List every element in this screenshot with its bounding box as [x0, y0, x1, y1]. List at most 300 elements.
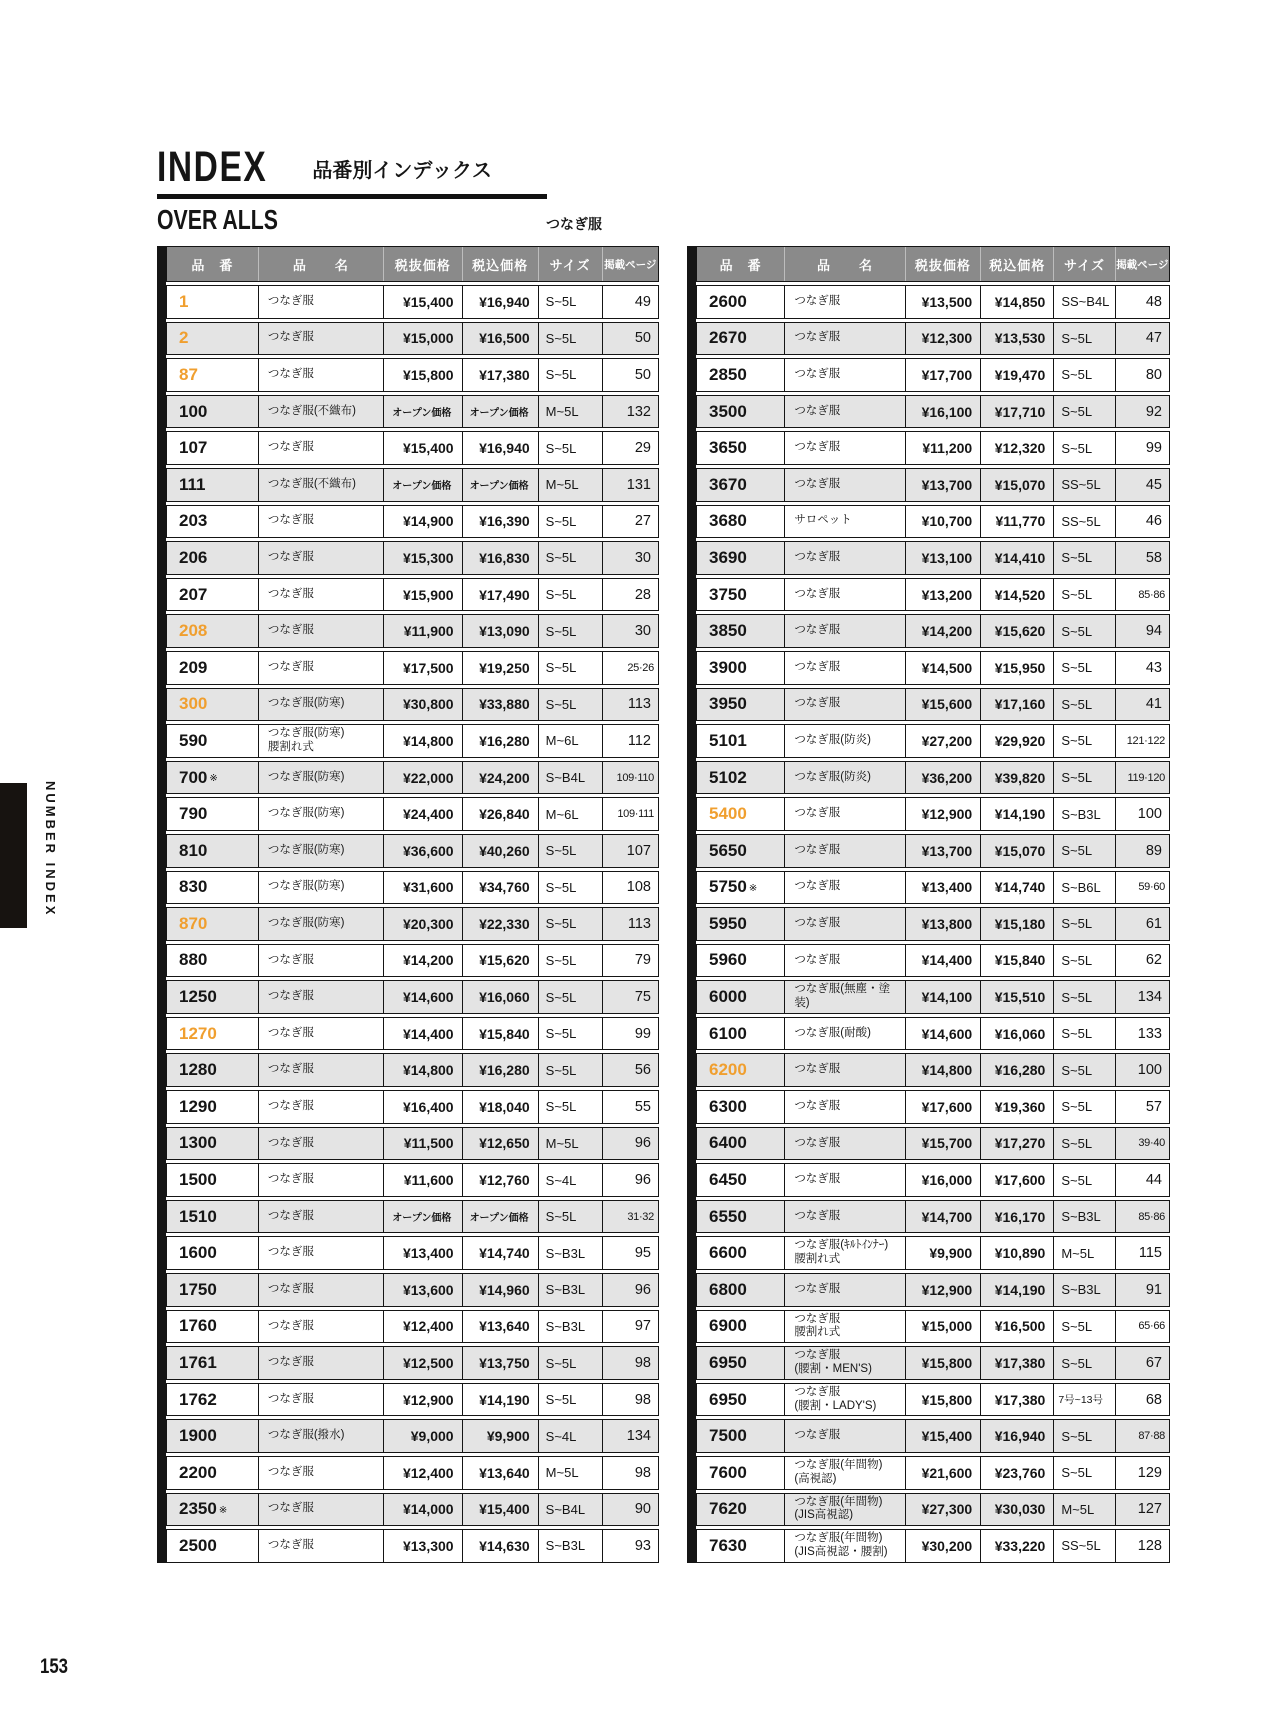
price-excl-tax: ¥16,000 — [905, 1164, 981, 1196]
col-header-product-no: 品 番 — [719, 257, 762, 273]
item-name: つなぎ服(防寒) — [267, 916, 345, 929]
item-number: 1 — [179, 291, 189, 311]
table-header-row — [696, 246, 1170, 282]
page-ref: 87·88 — [1115, 1420, 1169, 1452]
price-incl-tax: ¥16,280 — [462, 725, 538, 757]
price-excl-tax: ¥13,100 — [905, 542, 981, 574]
item-number: 3850 — [709, 621, 747, 641]
price-incl-tax: ¥13,640 — [462, 1311, 538, 1343]
size-range: 7号~13号 — [1053, 1384, 1114, 1416]
price-excl-tax: ¥13,400 — [383, 1237, 462, 1269]
price-excl-tax: ¥11,600 — [383, 1164, 462, 1196]
price-excl-tax: ¥12,900 — [383, 1384, 462, 1416]
price-excl-tax: オープン価格 — [383, 469, 462, 501]
item-name: つなぎ服 — [267, 514, 314, 527]
price-incl-tax: ¥11,770 — [980, 506, 1053, 538]
size-range: S~5L — [538, 323, 602, 355]
size-range: S~5L — [1053, 1018, 1114, 1050]
item-name-cell — [784, 762, 904, 794]
size-range: SS~5L — [1053, 469, 1114, 501]
item-name: つなぎ服(防寒) — [267, 843, 345, 856]
table-row — [166, 395, 659, 429]
price-incl-tax: ¥10,890 — [980, 1237, 1053, 1269]
item-name: つなぎ服 — [794, 1173, 841, 1186]
table-row — [166, 1346, 659, 1380]
price-excl-tax: ¥22,000 — [383, 762, 462, 794]
size-range: S~5L — [538, 945, 602, 977]
page-ref: 96 — [602, 1128, 658, 1160]
price-incl-tax: ¥17,380 — [980, 1384, 1053, 1416]
size-range: SS~5L — [1053, 1530, 1114, 1562]
item-name: つなぎ服(撥水) — [267, 1429, 345, 1442]
page-ref: 128 — [1115, 1530, 1169, 1562]
item-number: 1760 — [179, 1316, 217, 1336]
price-incl-tax: ¥12,320 — [980, 432, 1053, 464]
size-range: S~5L — [538, 908, 602, 940]
item-number-cell — [167, 1237, 258, 1269]
table-row — [166, 1493, 659, 1527]
item-number: 6550 — [709, 1206, 747, 1226]
table-row — [166, 1419, 659, 1453]
item-number-cell — [167, 286, 258, 318]
item-name-cell — [784, 725, 904, 757]
price-excl-tax: ¥12,400 — [383, 1311, 462, 1343]
item-name-cell — [784, 359, 904, 391]
table-row — [696, 797, 1170, 831]
page-ref: 27 — [602, 506, 658, 538]
page-ref: 31·32 — [602, 1201, 658, 1233]
page-ref: 41 — [1115, 689, 1169, 721]
item-number-cell — [167, 1274, 258, 1306]
price-incl-tax: ¥17,710 — [980, 396, 1053, 428]
price-incl-tax: ¥33,880 — [462, 689, 538, 721]
size-range: S~4L — [538, 1420, 602, 1452]
item-number-cell — [167, 835, 258, 867]
page-ref: 97 — [602, 1311, 658, 1343]
item-name: つなぎ服 — [794, 624, 841, 637]
table-row — [696, 614, 1170, 648]
item-name-line2: (腰割・MEN'S) — [794, 1363, 872, 1376]
item-number-cell — [697, 1420, 784, 1452]
table-row — [696, 395, 1170, 429]
page-ref: 55 — [602, 1091, 658, 1123]
table-row — [696, 1310, 1170, 1344]
price-excl-tax: ¥15,000 — [905, 1311, 981, 1343]
item-number: 7500 — [709, 1426, 747, 1446]
item-name-cell — [258, 1530, 383, 1562]
item-number-cell — [167, 396, 258, 428]
table-row — [166, 797, 659, 831]
page-ref: 90 — [602, 1494, 658, 1526]
size-range: S~5L — [538, 652, 602, 684]
item-number: 6800 — [709, 1279, 747, 1299]
page-ref: 113 — [602, 689, 658, 721]
page-ref: 85·86 — [1115, 1201, 1169, 1233]
price-incl-tax: ¥23,760 — [980, 1457, 1053, 1489]
page-ref: 100 — [1115, 798, 1169, 830]
item-number-cell — [167, 1018, 258, 1050]
item-name: つなぎ服 — [794, 368, 841, 381]
price-excl-tax: ¥10,700 — [905, 506, 981, 538]
item-name: つなぎ服 — [794, 1136, 841, 1149]
price-excl-tax: ¥27,300 — [905, 1494, 981, 1526]
item-number-cell — [697, 1494, 784, 1526]
page-ref: 56 — [602, 1054, 658, 1086]
table-row — [166, 944, 659, 978]
price-incl-tax: ¥22,330 — [462, 908, 538, 940]
item-name: つなぎ服 — [267, 1392, 314, 1405]
size-range: S~5L — [538, 1054, 602, 1086]
item-name: つなぎ服 — [267, 1063, 314, 1076]
price-excl-tax: ¥12,900 — [905, 798, 981, 830]
size-range: S~5L — [1053, 1311, 1114, 1343]
page-ref: 107 — [602, 835, 658, 867]
price-incl-tax: ¥13,750 — [462, 1347, 538, 1379]
item-number-cell — [167, 725, 258, 757]
item-name-cell — [784, 396, 904, 428]
page-ref: 96 — [602, 1274, 658, 1306]
item-name: つなぎ服(年間物) — [794, 1532, 883, 1545]
size-range: M~5L — [1053, 1237, 1114, 1269]
item-number: 2 — [179, 328, 189, 348]
table-row — [696, 688, 1170, 722]
item-name-cell — [258, 542, 383, 574]
page-ref: 93 — [602, 1530, 658, 1562]
item-name: つなぎ服 — [794, 916, 841, 929]
table-row — [696, 1017, 1170, 1051]
price-excl-tax: ¥14,200 — [905, 615, 981, 647]
table-row — [166, 1529, 659, 1563]
price-incl-tax: ¥14,740 — [462, 1237, 538, 1269]
price-incl-tax: ¥14,630 — [462, 1530, 538, 1562]
size-range: S~5L — [1053, 1091, 1114, 1123]
table-row — [696, 651, 1170, 685]
price-excl-tax: オープン価格 — [383, 396, 462, 428]
size-range: S~5L — [1053, 945, 1114, 977]
item-number: 203 — [179, 511, 208, 531]
item-name-cell — [258, 506, 383, 538]
price-incl-tax: ¥15,620 — [462, 945, 538, 977]
item-name-cell — [784, 432, 904, 464]
item-number: 3950 — [709, 694, 747, 714]
price-excl-tax: ¥14,400 — [905, 945, 981, 977]
price-incl-tax: オープン価格 — [462, 1201, 538, 1233]
price-excl-tax: ¥17,500 — [383, 652, 462, 684]
item-number: 1500 — [179, 1170, 217, 1190]
item-name-cell — [784, 469, 904, 501]
price-incl-tax: ¥15,840 — [462, 1018, 538, 1050]
item-number-cell — [697, 1201, 784, 1233]
item-number: 2200 — [179, 1462, 217, 1482]
item-number-cell — [167, 1128, 258, 1160]
item-name: つなぎ服 — [267, 368, 314, 381]
item-name-cell — [784, 1420, 904, 1452]
item-number: 1750 — [179, 1279, 217, 1299]
price-excl-tax: ¥15,400 — [383, 432, 462, 464]
table-row — [166, 1053, 659, 1087]
table-row — [696, 541, 1170, 575]
price-incl-tax: ¥13,530 — [980, 323, 1053, 355]
item-name-cell — [784, 945, 904, 977]
price-excl-tax: ¥15,900 — [383, 579, 462, 611]
item-number: 830 — [179, 877, 208, 897]
item-number-cell — [697, 396, 784, 428]
size-range: S~5L — [538, 542, 602, 574]
item-number-cell — [167, 323, 258, 355]
item-number: 1270 — [179, 1023, 217, 1043]
item-number: 107 — [179, 438, 208, 458]
price-excl-tax: ¥36,600 — [383, 835, 462, 867]
size-range: M~6L — [538, 798, 602, 830]
page-ref: 49 — [602, 286, 658, 318]
item-name-cell — [258, 835, 383, 867]
price-excl-tax: ¥12,900 — [905, 1274, 981, 1306]
page-title: INDEX — [157, 143, 268, 191]
item-name: つなぎ服 — [794, 1099, 841, 1112]
size-range: S~B4L — [538, 1494, 602, 1526]
price-incl-tax: ¥15,070 — [980, 469, 1053, 501]
item-number: 6600 — [709, 1243, 747, 1263]
item-number-cell — [167, 1494, 258, 1526]
item-name-cell — [258, 1164, 383, 1196]
price-excl-tax: ¥17,600 — [905, 1091, 981, 1123]
price-incl-tax: ¥14,520 — [980, 579, 1053, 611]
item-number-cell — [167, 1091, 258, 1123]
price-excl-tax: ¥15,000 — [383, 323, 462, 355]
sidebar-black-bar — [0, 783, 27, 928]
size-range: S~B3L — [1053, 798, 1114, 830]
item-name-cell — [258, 1018, 383, 1050]
price-excl-tax: ¥14,600 — [905, 1018, 981, 1050]
page-ref: 50 — [602, 323, 658, 355]
item-name: つなぎ服 — [794, 551, 841, 564]
size-range: S~5L — [538, 1018, 602, 1050]
section-header — [157, 206, 650, 234]
item-name-cell — [784, 908, 904, 940]
item-number: 6950 — [709, 1389, 747, 1409]
price-incl-tax: ¥17,380 — [462, 359, 538, 391]
page-number: 153 — [40, 1655, 69, 1678]
item-name-cell — [784, 835, 904, 867]
page-ref: 94 — [1115, 615, 1169, 647]
price-incl-tax: ¥30,030 — [980, 1494, 1053, 1526]
item-name-cell — [258, 945, 383, 977]
table-row — [166, 578, 659, 612]
table-row — [166, 1273, 659, 1307]
size-range: S~5L — [1053, 652, 1114, 684]
col-header-product-name: 品 名 — [258, 247, 383, 281]
price-incl-tax: ¥15,070 — [980, 835, 1053, 867]
item-number-cell — [167, 469, 258, 501]
item-number-cell — [697, 432, 784, 464]
size-range: SS~B4L — [1053, 286, 1114, 318]
item-number: 3670 — [709, 474, 747, 494]
item-name-cell — [258, 1311, 383, 1343]
item-number: 1600 — [179, 1243, 217, 1263]
page-ref: 98 — [602, 1347, 658, 1379]
size-range: M~5L — [538, 469, 602, 501]
item-number-cell — [697, 1457, 784, 1489]
table-row — [166, 907, 659, 941]
item-number-cell — [697, 506, 784, 538]
item-name-cell — [784, 615, 904, 647]
item-name-cell — [784, 579, 904, 611]
size-range: M~5L — [1053, 1494, 1114, 1526]
price-excl-tax: ¥14,800 — [383, 1054, 462, 1086]
item-number-cell — [697, 1164, 784, 1196]
size-range: S~B3L — [1053, 1201, 1114, 1233]
item-number-cell — [697, 1384, 784, 1416]
item-number: 1290 — [179, 1096, 217, 1116]
price-excl-tax: ¥16,400 — [383, 1091, 462, 1123]
sidebar-label: NUMBER INDEX — [43, 781, 58, 918]
item-number: 810 — [179, 840, 208, 860]
item-number: 6950 — [709, 1353, 747, 1373]
size-range: S~5L — [538, 1384, 602, 1416]
page-ref: 44 — [1115, 1164, 1169, 1196]
table-row — [166, 1090, 659, 1124]
page-ref: 119·120 — [1115, 762, 1169, 794]
item-number-cell — [697, 1347, 784, 1379]
item-name: つなぎ服 — [267, 331, 314, 344]
price-excl-tax: ¥31,600 — [383, 872, 462, 904]
item-name-cell — [784, 1164, 904, 1196]
size-range: S~5L — [538, 615, 602, 647]
item-number-cell — [167, 579, 258, 611]
price-excl-tax: ¥9,000 — [383, 1420, 462, 1452]
size-range: S~5L — [1053, 542, 1114, 574]
size-range: S~5L — [1053, 323, 1114, 355]
item-name-cell — [784, 1494, 904, 1526]
item-number-cell — [167, 1347, 258, 1379]
item-name: つなぎ服 — [267, 660, 314, 673]
item-number: 2850 — [709, 364, 747, 384]
item-number: 208 — [179, 621, 208, 641]
item-name: つなぎ服(防寒) — [267, 770, 345, 783]
item-name: つなぎ服(防炎) — [794, 770, 871, 783]
item-name-cell — [784, 1530, 904, 1562]
price-excl-tax: ¥13,200 — [905, 579, 981, 611]
price-excl-tax: ¥13,800 — [905, 908, 981, 940]
item-name-cell — [784, 1128, 904, 1160]
page-ref: 68 — [1115, 1384, 1169, 1416]
item-number: 3680 — [709, 511, 747, 531]
price-excl-tax: ¥17,700 — [905, 359, 981, 391]
price-excl-tax: ¥14,500 — [905, 652, 981, 684]
col-header-page: 掲載ページ — [602, 247, 658, 281]
item-name: つなぎ服(防寒) — [267, 727, 345, 740]
item-number: 7620 — [709, 1499, 747, 1519]
item-number-cell — [697, 1091, 784, 1123]
item-name: つなぎ服 — [267, 294, 314, 307]
item-name-cell — [784, 1274, 904, 1306]
price-incl-tax: ¥14,190 — [980, 1274, 1053, 1306]
price-excl-tax: ¥14,700 — [905, 1201, 981, 1233]
item-name: つなぎ服 — [267, 990, 314, 1003]
item-name: つなぎ服 — [267, 441, 314, 454]
price-incl-tax: ¥16,060 — [980, 1018, 1053, 1050]
item-name: つなぎ服 — [267, 1465, 314, 1478]
page-ref: 134 — [602, 1420, 658, 1452]
item-number-cell — [167, 432, 258, 464]
item-number-cell — [167, 1311, 258, 1343]
item-number-cell — [697, 542, 784, 574]
item-number: 5650 — [709, 840, 747, 860]
item-name: つなぎ服(年間物) — [794, 1495, 883, 1508]
table-row — [166, 1236, 659, 1270]
page-ref: 127 — [1115, 1494, 1169, 1526]
item-number-cell — [167, 981, 258, 1013]
item-number: 5101 — [709, 730, 747, 750]
item-number-cell — [697, 652, 784, 684]
price-incl-tax: ¥16,170 — [980, 1201, 1053, 1233]
item-name-cell — [258, 762, 383, 794]
price-incl-tax: ¥18,040 — [462, 1091, 538, 1123]
price-excl-tax: ¥11,900 — [383, 615, 462, 647]
item-number-mark: ※ — [209, 773, 218, 785]
table-row — [166, 614, 659, 648]
price-excl-tax: ¥15,800 — [905, 1347, 981, 1379]
item-name: サロペット — [794, 514, 852, 527]
item-name-cell — [258, 1420, 383, 1452]
price-excl-tax: ¥15,400 — [905, 1420, 981, 1452]
item-name: つなぎ服 — [794, 807, 841, 820]
page-subtitle: 品番別インデックス — [312, 160, 492, 182]
size-range: S~5L — [538, 286, 602, 318]
item-name: つなぎ服 — [267, 624, 314, 637]
item-name: つなぎ服 — [267, 1356, 314, 1369]
price-excl-tax: オープン価格 — [383, 1201, 462, 1233]
size-range: S~5L — [538, 689, 602, 721]
table-row — [696, 980, 1170, 1014]
size-range: S~B3L — [538, 1274, 602, 1306]
page-ref: 108 — [602, 872, 658, 904]
page-ref: 46 — [1115, 506, 1169, 538]
price-excl-tax: ¥21,600 — [905, 1457, 981, 1489]
item-name-cell — [258, 1201, 383, 1233]
item-name-cell — [258, 689, 383, 721]
item-name: つなぎ服 — [267, 953, 314, 966]
price-incl-tax: ¥33,220 — [980, 1530, 1053, 1562]
table-row — [696, 1090, 1170, 1124]
item-number-cell — [697, 1311, 784, 1343]
item-number: 207 — [179, 584, 208, 604]
size-range: S~B3L — [538, 1237, 602, 1269]
table-row — [696, 907, 1170, 941]
item-name-cell — [258, 1091, 383, 1123]
page-ref: 61 — [1115, 908, 1169, 940]
price-incl-tax: ¥14,410 — [980, 542, 1053, 574]
item-name-cell — [258, 908, 383, 940]
col-header-price-in: 税込価格 — [462, 247, 538, 281]
table-row — [696, 1236, 1170, 1270]
price-incl-tax: ¥14,190 — [462, 1384, 538, 1416]
table-row — [166, 358, 659, 392]
item-name: つなぎ服 — [794, 1209, 841, 1222]
table-row — [166, 688, 659, 722]
size-range: SS~5L — [1053, 506, 1114, 538]
table-row — [696, 1493, 1170, 1527]
page-ref: 131 — [602, 469, 658, 501]
item-number-cell — [167, 1164, 258, 1196]
price-excl-tax: ¥9,900 — [905, 1237, 981, 1269]
item-name: つなぎ服 — [794, 1063, 841, 1076]
item-number-cell — [697, 689, 784, 721]
index-header — [157, 143, 547, 199]
page-ref: 62 — [1115, 945, 1169, 977]
item-name: つなぎ服 — [267, 1539, 314, 1552]
price-excl-tax: ¥13,700 — [905, 835, 981, 867]
